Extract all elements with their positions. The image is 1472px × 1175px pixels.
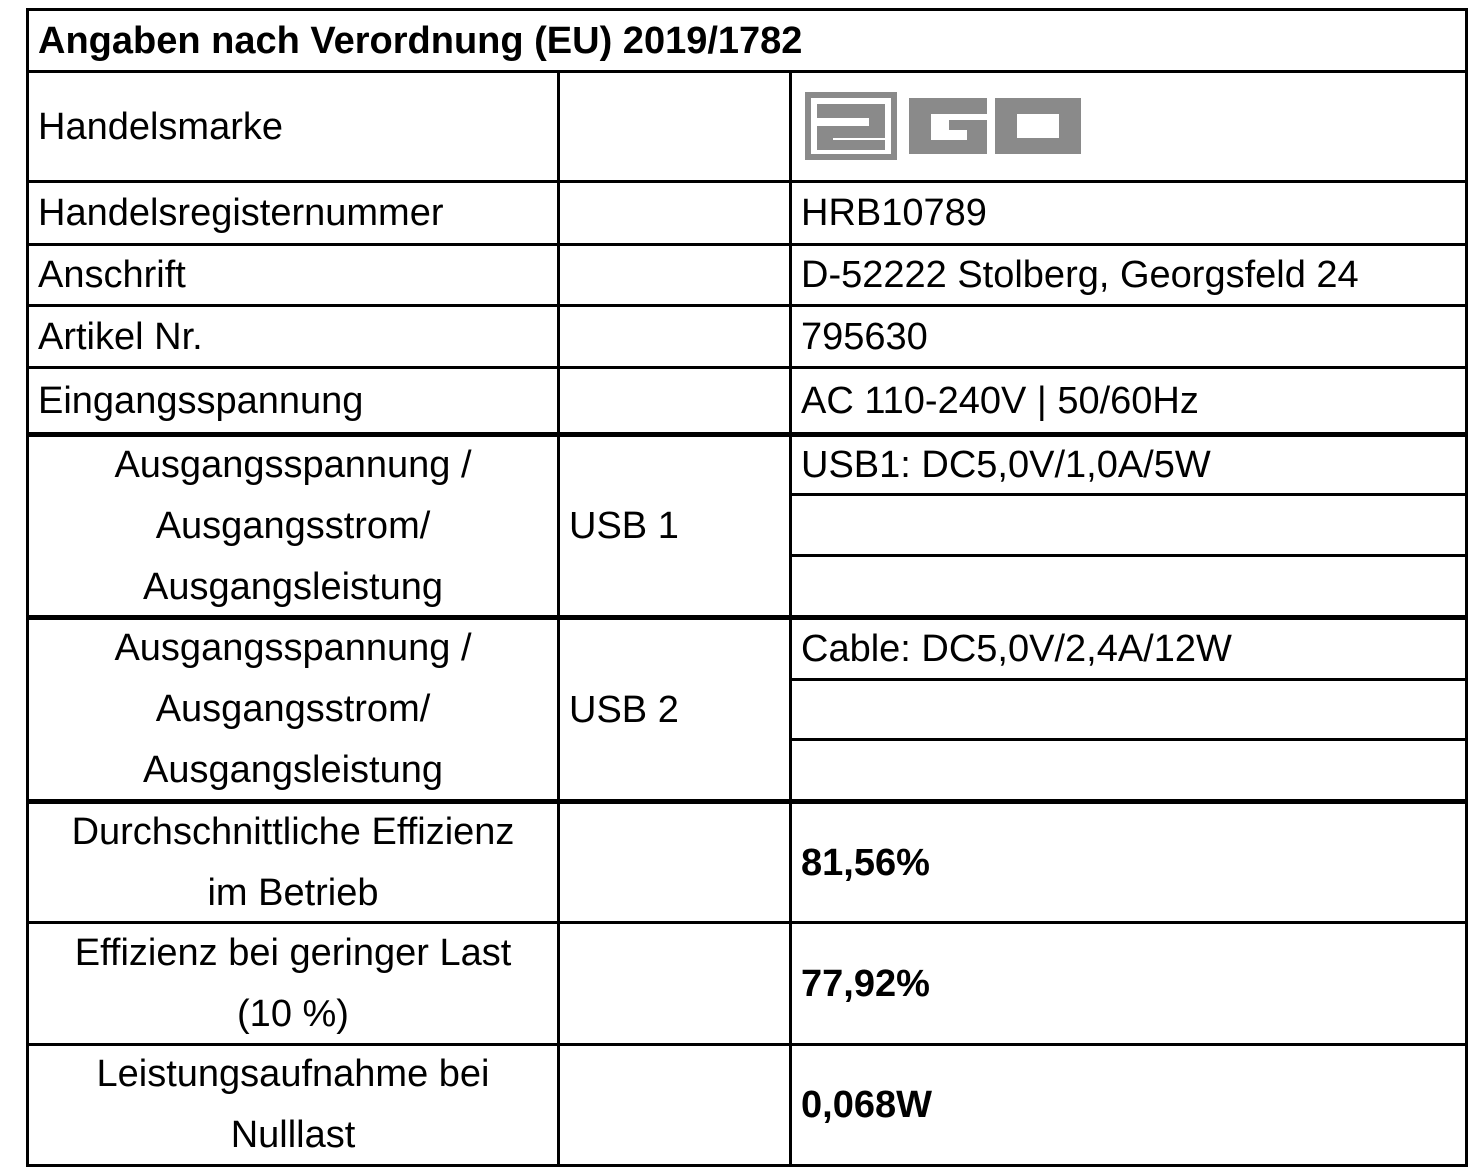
no-load-label-line: Nulllast	[230, 1114, 356, 1156]
usb2-value: Cable: DC5,0V/2,4A/12W	[801, 628, 1232, 670]
article-label: Artikel Nr.	[38, 315, 203, 358]
usb2-label-line: Ausgangsspannung /	[114, 627, 472, 669]
avg-efficiency-value: 81,56%	[801, 841, 930, 884]
input-voltage-label: Eingangsspannung	[38, 379, 364, 422]
low-load-label-line: Effizienz bei geringer Last	[74, 931, 512, 974]
usb2-label-line: Ausgangsstrom/	[155, 688, 431, 730]
no-load-power-value: 0,068W	[801, 1084, 932, 1126]
avg-efficiency-label-line: Durchschnittliche Effizienz	[71, 810, 515, 853]
low-load-efficiency-label	[29, 924, 557, 1043]
article-value: 795630	[801, 315, 928, 358]
input-voltage-value: AC 110-240V | 50/60Hz	[801, 379, 1199, 422]
low-load-efficiency-value: 77,92%	[801, 962, 930, 1005]
usb1-port: USB 1	[569, 505, 679, 547]
no-load-power-label	[29, 1046, 557, 1164]
sub-row-divider	[790, 738, 1468, 741]
usb1-label-line: Ausgangsspannung /	[114, 443, 472, 486]
usb1-label-line: Ausgangsstrom/	[155, 504, 431, 547]
usb1-value: USB1: DC5,0V/1,0A/5W	[801, 444, 1211, 486]
brand-logo	[803, 90, 1083, 164]
usb1-output-label	[29, 437, 557, 615]
usb1-label-line: Ausgangsleistung	[142, 565, 443, 608]
avg-efficiency-label-line: im Betrieb	[207, 871, 379, 914]
usb2-output-label	[29, 620, 557, 799]
no-load-label-line: Leistungsaufnahme bei	[96, 1053, 490, 1095]
address-value: D-52222 Stolberg, Georgsfeld 24	[801, 254, 1359, 296]
sub-row-divider	[790, 554, 1468, 557]
low-load-label-line: (10 %)	[237, 992, 349, 1035]
register-value: HRB10789	[801, 192, 987, 234]
avg-efficiency-label	[29, 804, 557, 921]
table-title: Angaben nach Verordnung (EU) 2019/1782	[38, 20, 803, 62]
brand-label: Handelsmarke	[38, 105, 283, 148]
usb2-port: USB 2	[569, 688, 679, 731]
register-label: Handelsregisternummer	[38, 192, 444, 234]
usb2-label-line: Ausgangsleistung	[142, 749, 443, 791]
address-label: Anschrift	[38, 254, 186, 296]
